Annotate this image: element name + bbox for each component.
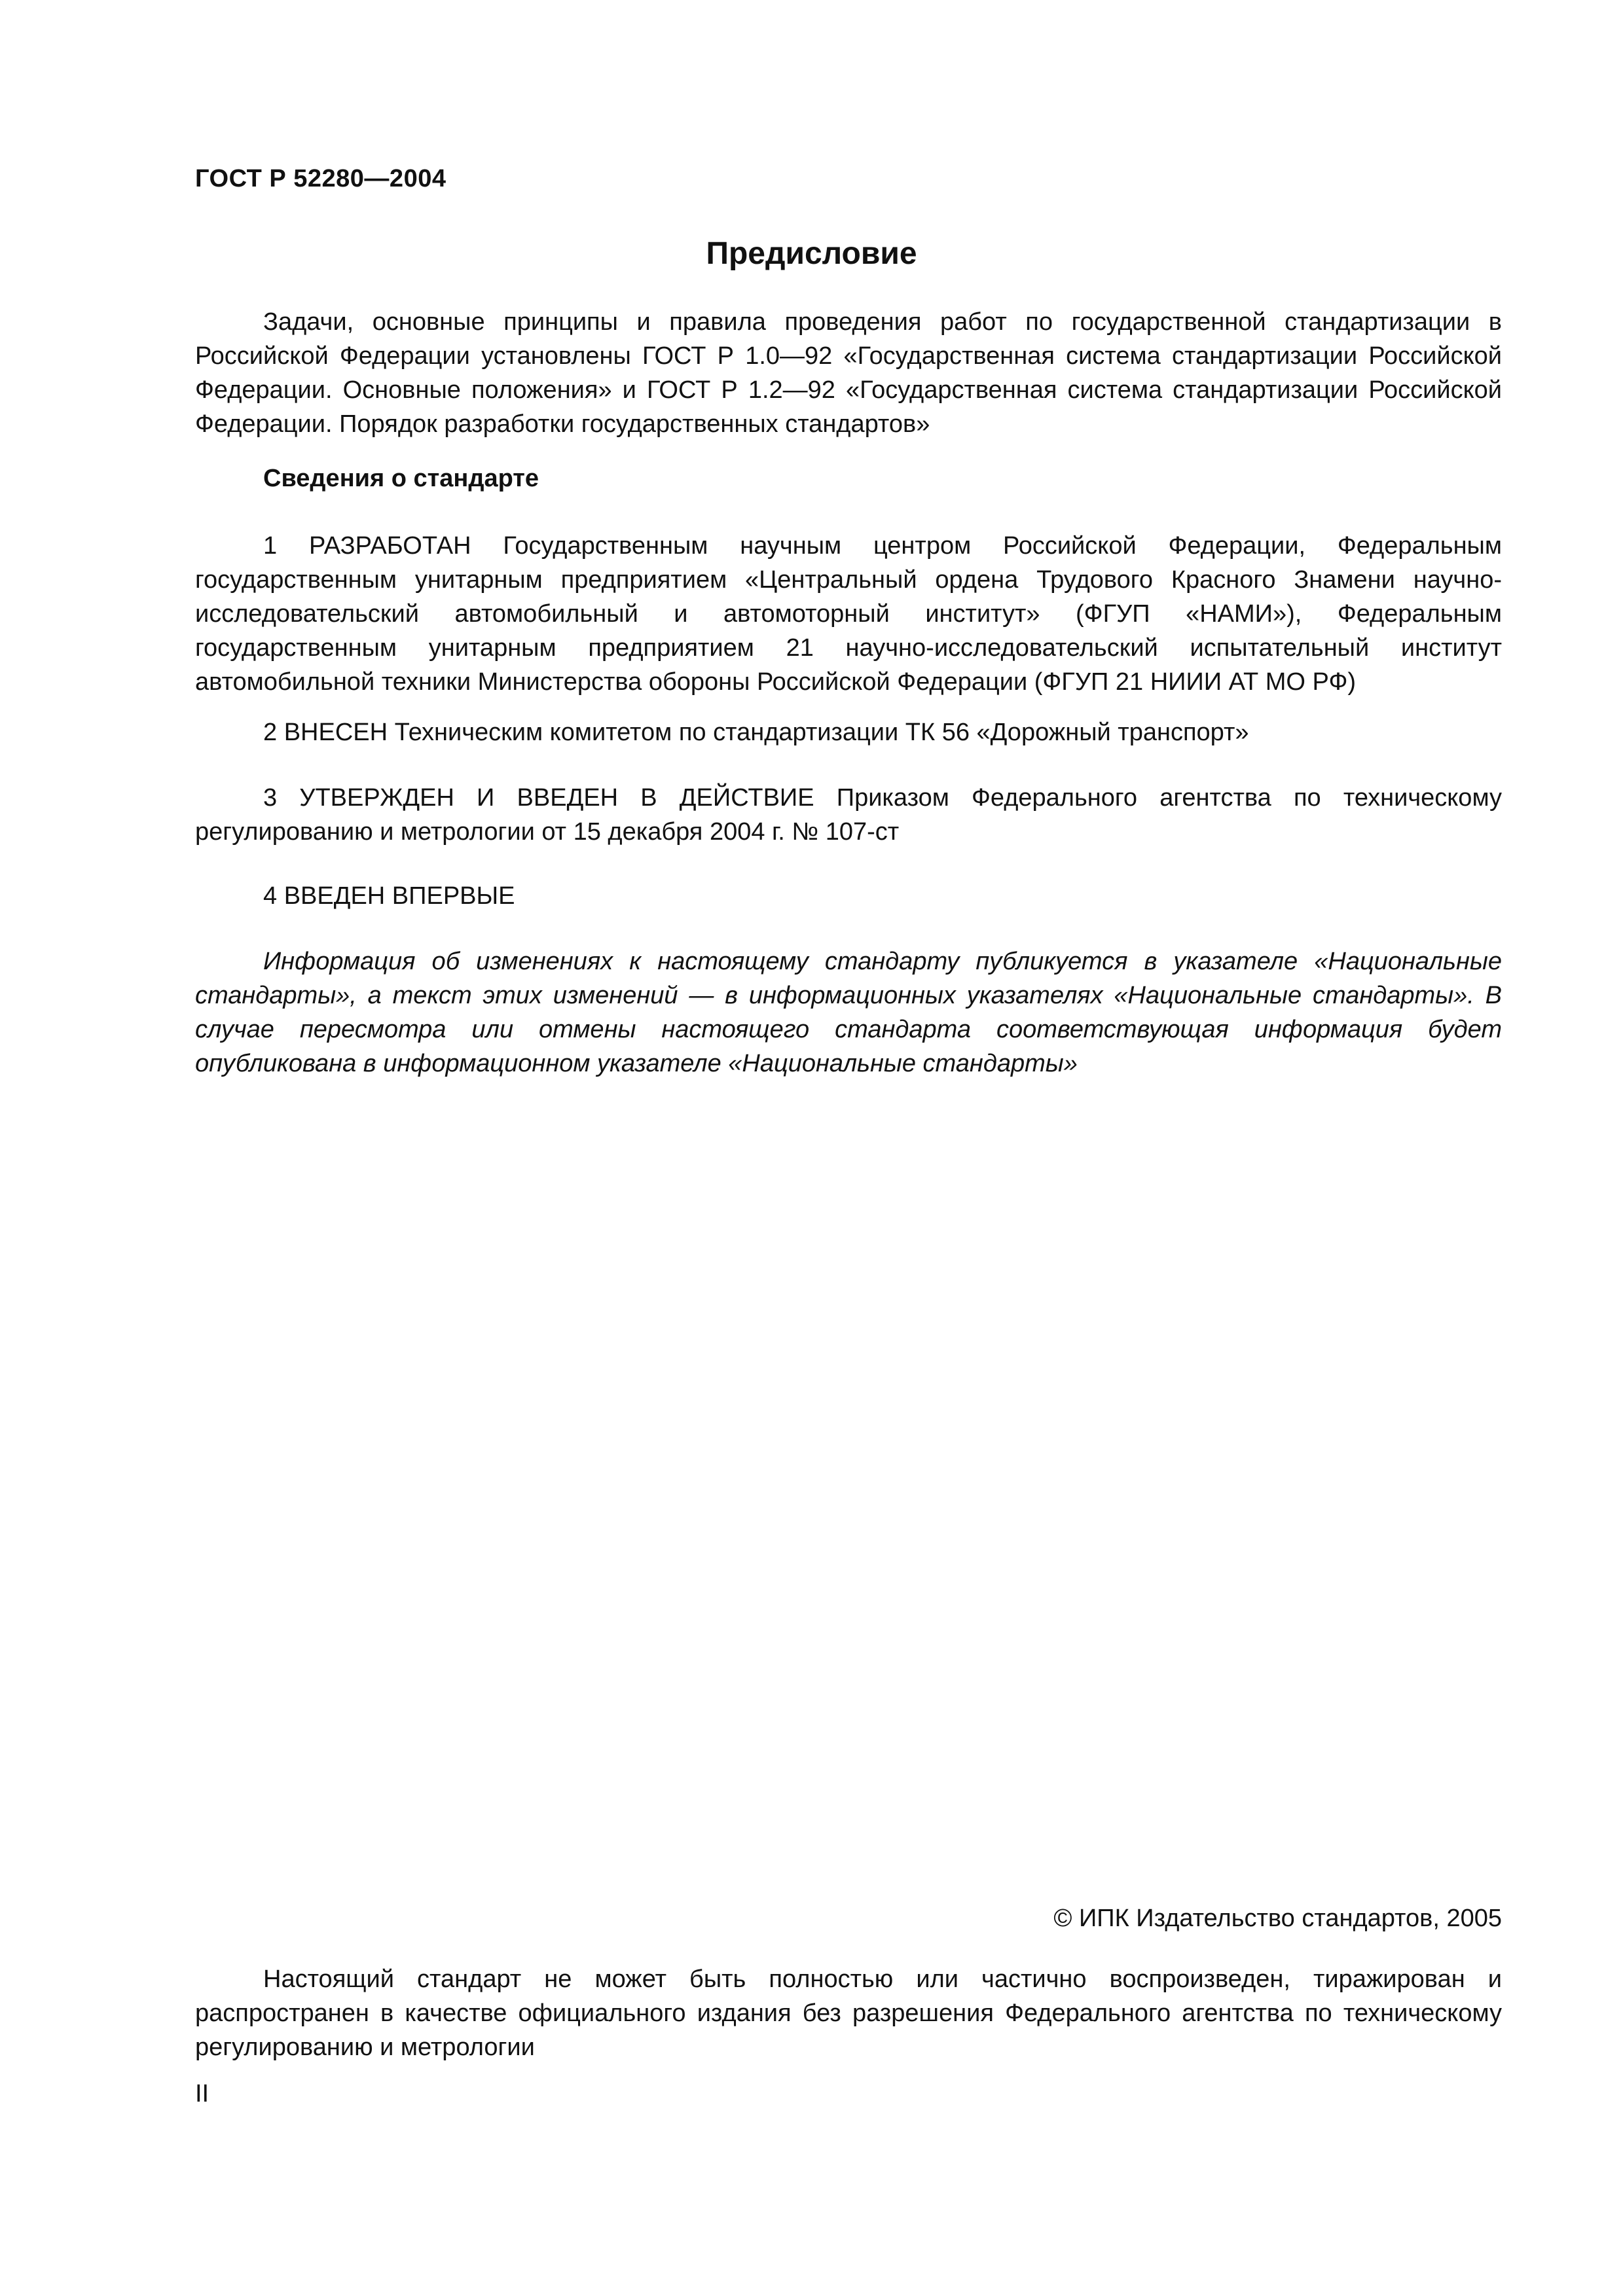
page-title: Предисловие — [706, 236, 917, 271]
item-approved: 3 УТВЕРЖДЕН И ВВЕДЕН В ДЕЙСТВИЕ Приказом Федерального агентства по техническому регулированию и метрологии от 15 декабря 2004 г. № 107-ст — [195, 784, 1502, 846]
copyright-notice: © ИПК Издательство стандартов, 2005 — [1053, 1905, 1502, 1932]
legal-notice: Настоящий стандарт не может быть полностью или частично воспроизведен, тиражирован и распространен в качестве официального издания без разрешения Федерального агентства по техническому регулированию и метрологии — [195, 1965, 1502, 2061]
intro-paragraph-block — [195, 305, 1502, 441]
item-introduced: 4 ВВЕДЕН ВПЕРВЫЕ — [263, 882, 515, 910]
changes-info-block — [195, 944, 1502, 1081]
item-submitted: 2 ВНЕСЕН Техническим комитетом по стандартизации ТК 56 «Дорожный транспорт» — [263, 719, 1249, 746]
item-4-block — [195, 879, 1502, 913]
legal-notice-block — [195, 1962, 1502, 2064]
intro-paragraph: Задачи, основные принципы и правила проведения работ по государственной стандартизации в Российской Федерации установлены ГОСТ Р 1.0—92 «Государственная система стандартизации Российской Федерации. Основные положения» и ГОСТ Р 1.2—92 «Государственная система стандартизации Российской Федерации. Порядок разработки государственных стандартов» — [195, 308, 1502, 438]
item-developed: 1 РАЗРАБОТАН Государственным научным центром Российской Федерации, Федеральным государственным унитарным предприятием «Центральный ордена Трудового Красного Знамени научно-исследовательский автомобильный и автомоторный институт» (ФГУП «НАМИ»), Федеральным государственным унитарным предприятием 21 научно-исследовательский испытательный институт автомобильной техники Министерства обороны Российской Федерации (ФГУП 21 НИИИ АТ МО РФ) — [195, 532, 1502, 696]
document-code: ГОСТ Р 52280—2004 — [195, 165, 447, 192]
changes-info-paragraph: Информация об изменениях к настоящему стандарту публикуется в указателе «Национальные стандарты», а текст этих изменений — в информационных указателях «Национальные стандарты». В случае пересмотра или отмены настоящего стандарта соответствующая информация будет опубликована в информационном указателе «Национальные стандарты» — [195, 948, 1502, 1077]
item-3-block — [195, 781, 1502, 849]
item-1-block — [195, 529, 1502, 699]
standard-info-heading: Сведения о стандарте — [263, 465, 539, 492]
page-number: II — [195, 2080, 210, 2108]
item-2-block — [195, 715, 1502, 749]
